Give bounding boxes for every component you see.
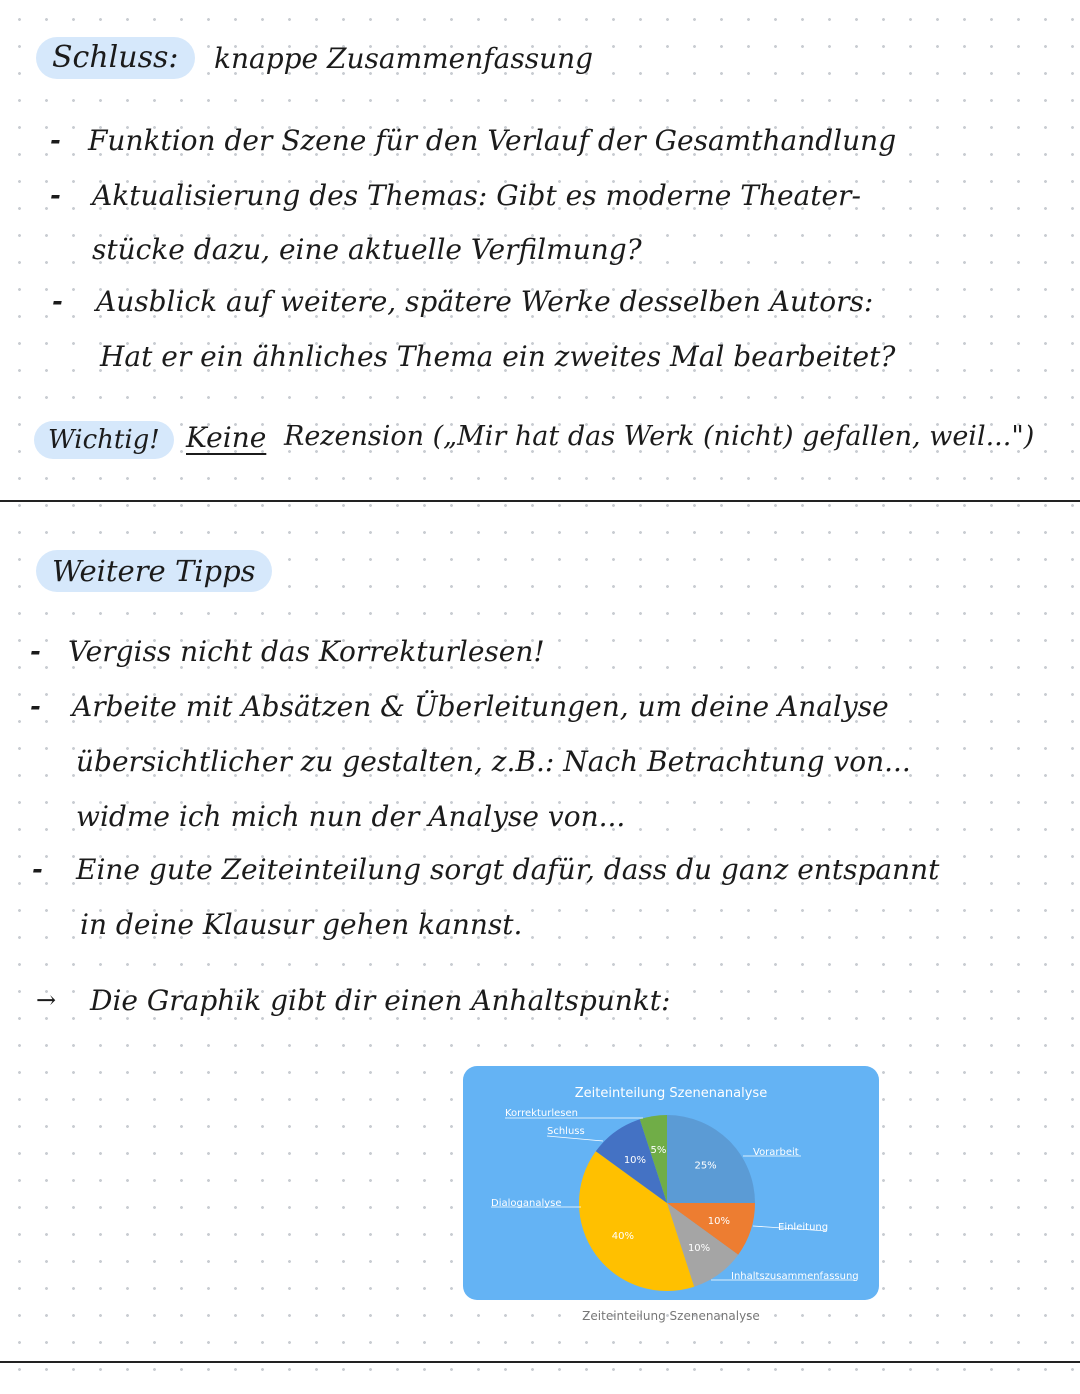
tipps-bullet-1: Vergiss nicht das Korrekturlesen! <box>68 635 545 668</box>
pie-chart-card <box>463 1066 879 1300</box>
bullet-marker: - <box>50 181 61 211</box>
important-text: Rezension („Mir hat das Werk (nicht) gefallen, weil...") <box>284 421 1035 452</box>
pie-value-label: 10% <box>687 1243 711 1255</box>
tipps-heading: Weitere Tipps <box>36 550 272 592</box>
bullet-marker: - <box>30 692 41 722</box>
pie-category-label: Einleitung <box>778 1222 829 1233</box>
pie-category-label: Dialoganalyse <box>491 1198 562 1209</box>
schluss-bullet-1: Funktion der Szene für den Verlauf der Gesamthandlung <box>88 124 897 157</box>
tipps-bullet-2: Arbeite mit Absätzen & Überleitungen, um deine Analyse <box>72 690 889 723</box>
schluss-heading: Schluss: <box>36 37 195 79</box>
section-divider <box>0 500 1080 502</box>
schluss-bullet-2: Aktualisierung des Themas: Gibt es moderne Theater- <box>92 179 861 212</box>
chart-caption: Zeiteinteilung Szenenanalyse <box>582 1309 760 1323</box>
tipps-bullet-3: Eine gute Zeiteinteilung sorgt dafür, dass du ganz entspannt <box>76 853 940 886</box>
important-keyword: Keine <box>186 421 267 454</box>
bullet-marker: - <box>50 126 61 156</box>
pie-value-label: 10% <box>707 1215 731 1227</box>
important-label: Wichtig! <box>34 421 174 459</box>
bullet-marker: - <box>32 855 43 885</box>
pie-value-label: 25% <box>694 1160 717 1172</box>
bullet-marker: - <box>30 637 41 667</box>
bottom-divider <box>0 1361 1080 1363</box>
chart-title: Zeiteinteilung Szenenanalyse <box>574 1086 768 1101</box>
tipps-arrow-text: Die Graphik gibt dir einen Anhaltspunkt: <box>90 984 671 1017</box>
pie-category-label: Korrekturlesen <box>505 1108 578 1119</box>
tipps-bullet-2-cont: übersichtlicher zu gestalten, z.B.: Nach Betrachtung von... <box>76 745 911 778</box>
pie-category-label: Inhaltszusammenfassung <box>731 1271 859 1282</box>
pie-value-label: 40% <box>611 1231 634 1243</box>
pie-chart <box>463 1066 879 1300</box>
pie-value-label: 10% <box>623 1154 647 1166</box>
tipps-bullet-3-cont: in deine Klausur gehen kannst. <box>80 908 523 941</box>
pie-category-label: Schluss <box>547 1126 585 1137</box>
pie-category-label: Vorarbeit <box>753 1147 799 1158</box>
pie-slice-vorarbeit <box>667 1115 755 1203</box>
schluss-bullet-3: Ausblick auf weitere, spätere Werke desselben Autors: <box>96 285 874 318</box>
schluss-bullet-3-cont: Hat er ein ähnliches Thema ein zweites Mal bearbeitet? <box>100 340 896 373</box>
schluss-subtitle: knappe Zusammenfassung <box>214 42 594 75</box>
schluss-bullet-2-cont: stücke dazu, eine aktuelle Verfilmung? <box>92 233 642 266</box>
arrow-icon: → <box>36 986 57 1014</box>
bullet-marker: - <box>52 287 63 317</box>
tipps-bullet-2-cont2: widme ich mich nun der Analyse von... <box>76 800 626 833</box>
pie-value-label: 5% <box>650 1145 667 1157</box>
